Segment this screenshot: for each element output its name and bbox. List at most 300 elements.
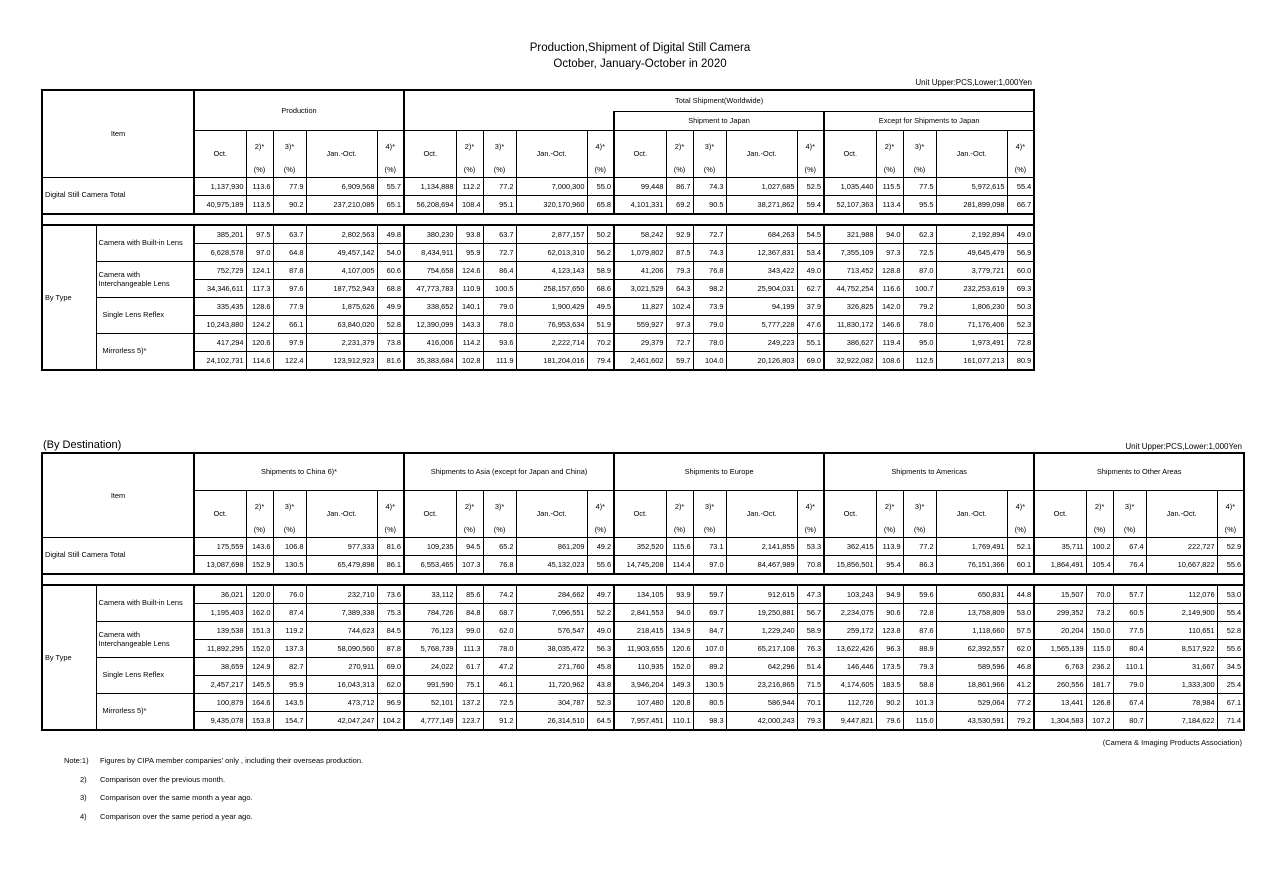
col-year-ago-month: 3)* <box>903 491 936 524</box>
cell-value: 70.8 <box>797 556 824 575</box>
cell-value: 79.3 <box>903 658 936 676</box>
col-year-ago-period: 4)* <box>377 131 404 164</box>
row-label-by-type: By Type <box>42 225 96 370</box>
cell-value: 1,806,230 <box>936 298 1007 316</box>
col-jan-oct: Jan.-Oct. <box>936 131 1007 178</box>
pct-label: (%) <box>1217 523 1244 538</box>
pct-label: (%) <box>456 163 483 178</box>
pct-label: (%) <box>456 523 483 538</box>
cell-value: 99.0 <box>456 622 483 640</box>
cell-value: 102.8 <box>456 352 483 371</box>
cell-value: 15,507 <box>1034 585 1086 604</box>
col-prev-month: 2)* <box>246 491 273 524</box>
cell-value: 116.6 <box>876 280 903 298</box>
footnote-row <box>64 775 363 794</box>
cell-value: 2,222,714 <box>516 334 587 352</box>
cell-value: 90.5 <box>693 196 726 215</box>
cell-value: 71,176,406 <box>936 316 1007 334</box>
cell-value: 64.5 <box>587 712 614 731</box>
cell-value: 7,389,338 <box>306 604 377 622</box>
cell-value: 77.5 <box>903 178 936 196</box>
cell-value: 152.9 <box>246 556 273 575</box>
cell-value: 124.9 <box>246 658 273 676</box>
cell-value: 7,957,451 <box>614 712 666 731</box>
footnote-row <box>64 812 363 831</box>
cell-value: 78.0 <box>483 640 516 658</box>
cell-value: 7,000,300 <box>516 178 587 196</box>
pct-label: (%) <box>483 523 516 538</box>
cell-value: 162.0 <box>246 604 273 622</box>
cell-value: 90.2 <box>273 196 306 215</box>
cell-value: 56.9 <box>1007 244 1034 262</box>
cell-value: 173.5 <box>876 658 903 676</box>
pct-label: (%) <box>903 523 936 538</box>
cell-value: 88.9 <box>903 640 936 658</box>
row-label-builtin: Camera with Built-in Lens <box>96 225 194 262</box>
cell-value: 126.8 <box>1086 694 1113 712</box>
cell-value: 134,105 <box>614 585 666 604</box>
pct-label: (%) <box>666 163 693 178</box>
cell-value: 53.4 <box>797 244 824 262</box>
cell-value: 101.3 <box>903 694 936 712</box>
cell-value: 130.5 <box>273 556 306 575</box>
cell-value: 335,435 <box>194 298 246 316</box>
cell-value: 98.3 <box>693 712 726 731</box>
cell-value: 2,457,217 <box>194 676 246 694</box>
cell-value: 13,087,698 <box>194 556 246 575</box>
cell-value: 113.5 <box>246 196 273 215</box>
col-oct: Oct. <box>404 491 456 538</box>
cell-value: 93.8 <box>456 225 483 244</box>
cell-value: 24,102,731 <box>194 352 246 371</box>
cell-value: 137.3 <box>273 640 306 658</box>
cell-value: 2,802,563 <box>306 225 377 244</box>
cell-value: 1,900,429 <box>516 298 587 316</box>
group-other: Shipments to Other Areas <box>1034 453 1244 491</box>
cell-value: 52.3 <box>1007 316 1034 334</box>
cell-value: 113.6 <box>246 178 273 196</box>
cell-value: 68.7 <box>483 604 516 622</box>
cell-value: 1,565,139 <box>1034 640 1086 658</box>
cell-value: 56.3 <box>587 640 614 658</box>
cell-value: 52.3 <box>587 694 614 712</box>
pct-label: (%) <box>797 163 824 178</box>
cell-value: 113.4 <box>876 196 903 215</box>
cell-value: 13,758,809 <box>936 604 1007 622</box>
cell-value: 259,172 <box>824 622 876 640</box>
cell-value: 55.6 <box>1217 640 1244 658</box>
cell-value: 72.7 <box>693 225 726 244</box>
cell-value: 473,712 <box>306 694 377 712</box>
pct-label: (%) <box>1113 523 1146 538</box>
cell-value: 35,383,684 <box>404 352 456 371</box>
cell-value: 97.9 <box>273 334 306 352</box>
cell-value: 5,768,739 <box>404 640 456 658</box>
by-destination-heading: (By Destination) <box>43 439 122 451</box>
cell-value: 73.6 <box>377 585 404 604</box>
cell-value: 1,229,240 <box>726 622 797 640</box>
col-oct: Oct. <box>404 131 456 178</box>
cell-value: 79.0 <box>483 298 516 316</box>
cell-value: 97.0 <box>693 556 726 575</box>
col-year-ago-month: 3)* <box>273 131 306 164</box>
cell-value: 82.7 <box>273 658 306 676</box>
cell-value: 52.9 <box>1217 538 1244 556</box>
cell-value: 96.9 <box>377 694 404 712</box>
pct-label: (%) <box>666 523 693 538</box>
cell-value: 73.9 <box>693 298 726 316</box>
cell-value: 106.8 <box>273 538 306 556</box>
cell-value: 57.5 <box>1007 622 1034 640</box>
cell-value: 50.3 <box>1007 298 1034 316</box>
cell-value: 94.5 <box>456 538 483 556</box>
cell-value: 11,830,172 <box>824 316 876 334</box>
cell-value: 326,825 <box>824 298 876 316</box>
cell-value: 55.7 <box>377 178 404 196</box>
footnote-key: 4) <box>80 811 87 821</box>
cell-value: 338,652 <box>404 298 456 316</box>
cell-value: 149.3 <box>666 676 693 694</box>
cell-value: 87.4 <box>273 604 306 622</box>
unit-note-bottom: Unit Upper:PCS,Lower:1,000Yen <box>1125 442 1242 451</box>
cell-value: 62.0 <box>483 622 516 640</box>
cell-value: 79.3 <box>666 262 693 280</box>
cell-value: 72.5 <box>903 244 936 262</box>
cell-value: 142.0 <box>876 298 903 316</box>
cell-value: 76.4 <box>1113 556 1146 575</box>
row-label-by-type: By Type <box>42 585 96 730</box>
cell-value: 74.2 <box>483 585 516 604</box>
cell-value: 784,726 <box>404 604 456 622</box>
cell-value: 65.1 <box>377 196 404 215</box>
cell-value: 576,547 <box>516 622 587 640</box>
cell-value: 10,667,822 <box>1146 556 1217 575</box>
cell-value: 2,231,379 <box>306 334 377 352</box>
cell-value: 12,390,099 <box>404 316 456 334</box>
cell-value: 49.8 <box>377 225 404 244</box>
cell-value: 76,151,366 <box>936 556 1007 575</box>
cell-value: 128.8 <box>876 262 903 280</box>
col-jan-oct: Jan.-Oct. <box>306 131 377 178</box>
cell-value: 79.2 <box>903 298 936 316</box>
group-asia: Shipments to Asia (except for Japan and China) <box>404 453 614 491</box>
cell-value: 55.6 <box>587 556 614 575</box>
cell-value: 62.3 <box>903 225 936 244</box>
section-spacer <box>42 214 1034 225</box>
cell-value: 76.8 <box>693 262 726 280</box>
cell-value: 55.4 <box>1007 178 1034 196</box>
col-year-ago-month: 3)* <box>483 131 516 164</box>
cell-value: 77.2 <box>1007 694 1034 712</box>
cell-value: 744,623 <box>306 622 377 640</box>
cell-value: 187,752,943 <box>306 280 377 298</box>
group-china: Shipments to China 6)* <box>194 453 404 491</box>
cell-value: 87.8 <box>273 262 306 280</box>
cell-value: 1,134,888 <box>404 178 456 196</box>
report-title: Production,Shipment of Digital Still Camera <box>529 42 751 54</box>
cell-value: 1,769,491 <box>936 538 1007 556</box>
cell-value: 93.6 <box>483 334 516 352</box>
cell-value: 123,912,923 <box>306 352 377 371</box>
cell-value: 72.7 <box>666 334 693 352</box>
cell-value: 91.2 <box>483 712 516 731</box>
destination-table <box>41 452 1245 731</box>
section-spacer <box>42 574 1244 585</box>
cell-value: 124.6 <box>456 262 483 280</box>
cell-value: 110.1 <box>666 712 693 731</box>
cell-value: 1,973,491 <box>936 334 1007 352</box>
cell-value: 99,448 <box>614 178 666 196</box>
cell-value: 1,137,930 <box>194 178 246 196</box>
cell-value: 64.8 <box>273 244 306 262</box>
cell-value: 41,206 <box>614 262 666 280</box>
cell-value: 6,763 <box>1034 658 1086 676</box>
cell-value: 119.2 <box>273 622 306 640</box>
cell-value: 51.9 <box>587 316 614 334</box>
cell-value: 80.4 <box>1113 640 1146 658</box>
cell-value: 120.6 <box>666 640 693 658</box>
cell-value: 89.2 <box>693 658 726 676</box>
cell-value: 23,216,865 <box>726 676 797 694</box>
pct-label: (%) <box>693 163 726 178</box>
cell-value: 45,132,023 <box>516 556 587 575</box>
cell-value: 95.1 <box>483 196 516 215</box>
cell-value: 110.9 <box>456 280 483 298</box>
cell-value: 151.3 <box>246 622 273 640</box>
cell-value: 154.7 <box>273 712 306 731</box>
col-oct: Oct. <box>194 491 246 538</box>
cell-value: 43.8 <box>587 676 614 694</box>
cell-value: 97.0 <box>246 244 273 262</box>
col-prev-month: 2)* <box>876 491 903 524</box>
col-jan-oct: Jan.-Oct. <box>516 131 587 178</box>
cell-value: 320,170,960 <box>516 196 587 215</box>
group-americas: Shipments to Americas <box>824 453 1034 491</box>
cell-value: 6,909,568 <box>306 178 377 196</box>
cell-value: 1,027,685 <box>726 178 797 196</box>
cell-value: 130.5 <box>693 676 726 694</box>
cell-value: 52.8 <box>377 316 404 334</box>
row-label-builtin: Camera with Built-in Lens <box>96 585 194 622</box>
cell-value: 87.8 <box>377 640 404 658</box>
cell-value: 56.7 <box>797 604 824 622</box>
cell-value: 67.4 <box>1113 538 1146 556</box>
cell-value: 65,217,108 <box>726 640 797 658</box>
cell-value: 72.8 <box>903 604 936 622</box>
cell-value: 104.0 <box>693 352 726 371</box>
pct-label: (%) <box>876 163 903 178</box>
cell-value: 77.5 <box>1113 622 1146 640</box>
cell-value: 64.3 <box>666 280 693 298</box>
cell-value: 4,107,005 <box>306 262 377 280</box>
col-oct: Oct. <box>194 131 246 178</box>
cell-value: 123.7 <box>456 712 483 731</box>
cell-value: 284,662 <box>516 585 587 604</box>
cell-value: 153.8 <box>246 712 273 731</box>
item-header: Item <box>42 453 194 538</box>
cell-value: 49.0 <box>587 622 614 640</box>
col-year-ago-period: 4)* <box>587 131 614 164</box>
cell-value: 13,622,426 <box>824 640 876 658</box>
cell-value: 60.0 <box>1007 262 1034 280</box>
cell-value: 49.2 <box>587 538 614 556</box>
cell-value: 90.2 <box>876 694 903 712</box>
cell-value: 114.6 <box>246 352 273 371</box>
cell-value: 7,355,109 <box>824 244 876 262</box>
col-year-ago-month: 3)* <box>903 131 936 164</box>
pct-label: (%) <box>903 163 936 178</box>
cell-value: 47,773,783 <box>404 280 456 298</box>
cell-value: 122.4 <box>273 352 306 371</box>
cell-value: 13,441 <box>1034 694 1086 712</box>
production-shipment-table <box>41 89 1035 371</box>
cell-value: 97.3 <box>876 244 903 262</box>
group-total-shipment: Total Shipment(Worldwide) <box>404 90 1034 112</box>
cell-value: 74.3 <box>693 244 726 262</box>
cell-value: 139,538 <box>194 622 246 640</box>
cell-value: 47.3 <box>797 585 824 604</box>
cell-value: 3,021,529 <box>614 280 666 298</box>
cell-value: 38,035,472 <box>516 640 587 658</box>
cell-value: 36,021 <box>194 585 246 604</box>
cell-value: 79.3 <box>797 712 824 731</box>
cell-value: 4,101,331 <box>614 196 666 215</box>
cell-value: 72.5 <box>483 694 516 712</box>
col-jan-oct: Jan.-Oct. <box>516 491 587 538</box>
cell-value: 103,243 <box>824 585 876 604</box>
cell-value: 684,263 <box>726 225 797 244</box>
cell-value: 1,875,626 <box>306 298 377 316</box>
cell-value: 152.0 <box>246 640 273 658</box>
cell-value: 18,861,966 <box>936 676 1007 694</box>
cell-value: 69.0 <box>377 658 404 676</box>
col-year-ago-month: 3)* <box>693 491 726 524</box>
cell-value: 95.4 <box>876 556 903 575</box>
cell-value: 386,627 <box>824 334 876 352</box>
cell-value: 66.1 <box>273 316 306 334</box>
cell-value: 43,530,591 <box>936 712 1007 731</box>
cell-value: 1,118,660 <box>936 622 1007 640</box>
row-label-total: Digital Still Camera Total <box>42 538 194 575</box>
cell-value: 754,658 <box>404 262 456 280</box>
cell-value: 112.5 <box>903 352 936 371</box>
cell-value: 146,446 <box>824 658 876 676</box>
cell-value: 108.6 <box>876 352 903 371</box>
pct-label: (%) <box>273 163 306 178</box>
cell-value: 589,596 <box>936 658 1007 676</box>
col-year-ago-period: 4)* <box>377 491 404 524</box>
cell-value: 60.5 <box>1113 604 1146 622</box>
cell-value: 32,922,082 <box>824 352 876 371</box>
cell-value: 63,840,020 <box>306 316 377 334</box>
cell-value: 95.5 <box>903 196 936 215</box>
cell-value: 181.7 <box>1086 676 1113 694</box>
cell-value: 49.9 <box>377 298 404 316</box>
col-jan-oct: Jan.-Oct. <box>726 131 797 178</box>
col-year-ago-period: 4)* <box>797 491 824 524</box>
cell-value: 111.9 <box>483 352 516 371</box>
report-subtitle: October, January-October in 2020 <box>553 58 727 70</box>
cell-value: 65.8 <box>587 196 614 215</box>
cell-value: 24,022 <box>404 658 456 676</box>
cell-value: 56,208,694 <box>404 196 456 215</box>
col-prev-month: 2)* <box>666 491 693 524</box>
col-oct: Oct. <box>824 491 876 538</box>
cell-value: 650,831 <box>936 585 1007 604</box>
col-oct: Oct. <box>1034 491 1086 538</box>
cell-value: 49.7 <box>587 585 614 604</box>
cell-value: 2,192,894 <box>936 225 1007 244</box>
cell-value: 54.0 <box>377 244 404 262</box>
cell-value: 62.7 <box>797 280 824 298</box>
cell-value: 5,777,228 <box>726 316 797 334</box>
cell-value: 84,467,989 <box>726 556 797 575</box>
cell-value: 57.7 <box>1113 585 1146 604</box>
pct-label: (%) <box>246 163 273 178</box>
cell-value: 69.7 <box>693 604 726 622</box>
spacer-cell <box>404 112 614 131</box>
cell-value: 15,856,501 <box>824 556 876 575</box>
cell-value: 94,199 <box>726 298 797 316</box>
col-year-ago-month: 3)* <box>1113 491 1146 524</box>
cell-value: 58.8 <box>903 676 936 694</box>
cell-value: 991,590 <box>404 676 456 694</box>
pct-label: (%) <box>693 523 726 538</box>
cell-value: 114.4 <box>666 556 693 575</box>
cell-value: 281,899,098 <box>936 196 1007 215</box>
cell-value: 75.1 <box>456 676 483 694</box>
cell-value: 642,296 <box>726 658 797 676</box>
pct-label: (%) <box>377 163 404 178</box>
cell-value: 107.2 <box>1086 712 1113 731</box>
cell-value: 38,271,862 <box>726 196 797 215</box>
cell-value: 76.3 <box>797 640 824 658</box>
cell-value: 152.0 <box>666 658 693 676</box>
cell-value: 68.8 <box>377 280 404 298</box>
cell-value: 1,035,440 <box>824 178 876 196</box>
cell-value: 94.0 <box>876 225 903 244</box>
cell-value: 67.4 <box>1113 694 1146 712</box>
cell-value: 417,294 <box>194 334 246 352</box>
col-oct: Oct. <box>614 491 666 538</box>
cell-value: 42,047,247 <box>306 712 377 731</box>
cell-value: 529,064 <box>936 694 1007 712</box>
cell-value: 385,201 <box>194 225 246 244</box>
footnote-key: 2) <box>80 774 87 784</box>
col-year-ago-period: 4)* <box>587 491 614 524</box>
cell-value: 12,367,831 <box>726 244 797 262</box>
cell-value: 9,435,078 <box>194 712 246 731</box>
cell-value: 111.3 <box>456 640 483 658</box>
cell-value: 76,953,634 <box>516 316 587 334</box>
cell-value: 46.8 <box>1007 658 1034 676</box>
cell-value: 150.0 <box>1086 622 1113 640</box>
cell-value: 100,879 <box>194 694 246 712</box>
cell-value: 1,304,583 <box>1034 712 1086 731</box>
cell-value: 78.0 <box>903 316 936 334</box>
cell-value: 25,904,031 <box>726 280 797 298</box>
cell-value: 181,204,016 <box>516 352 587 371</box>
cell-value: 109,235 <box>404 538 456 556</box>
cell-value: 58.9 <box>797 622 824 640</box>
cell-value: 120.0 <box>246 585 273 604</box>
cell-value: 2,877,157 <box>516 225 587 244</box>
cell-value: 35,711 <box>1034 538 1086 556</box>
cell-value: 44.8 <box>1007 585 1034 604</box>
cell-value: 232,253,619 <box>936 280 1007 298</box>
cell-value: 69.0 <box>797 352 824 371</box>
col-jan-oct: Jan.-Oct. <box>936 491 1007 538</box>
